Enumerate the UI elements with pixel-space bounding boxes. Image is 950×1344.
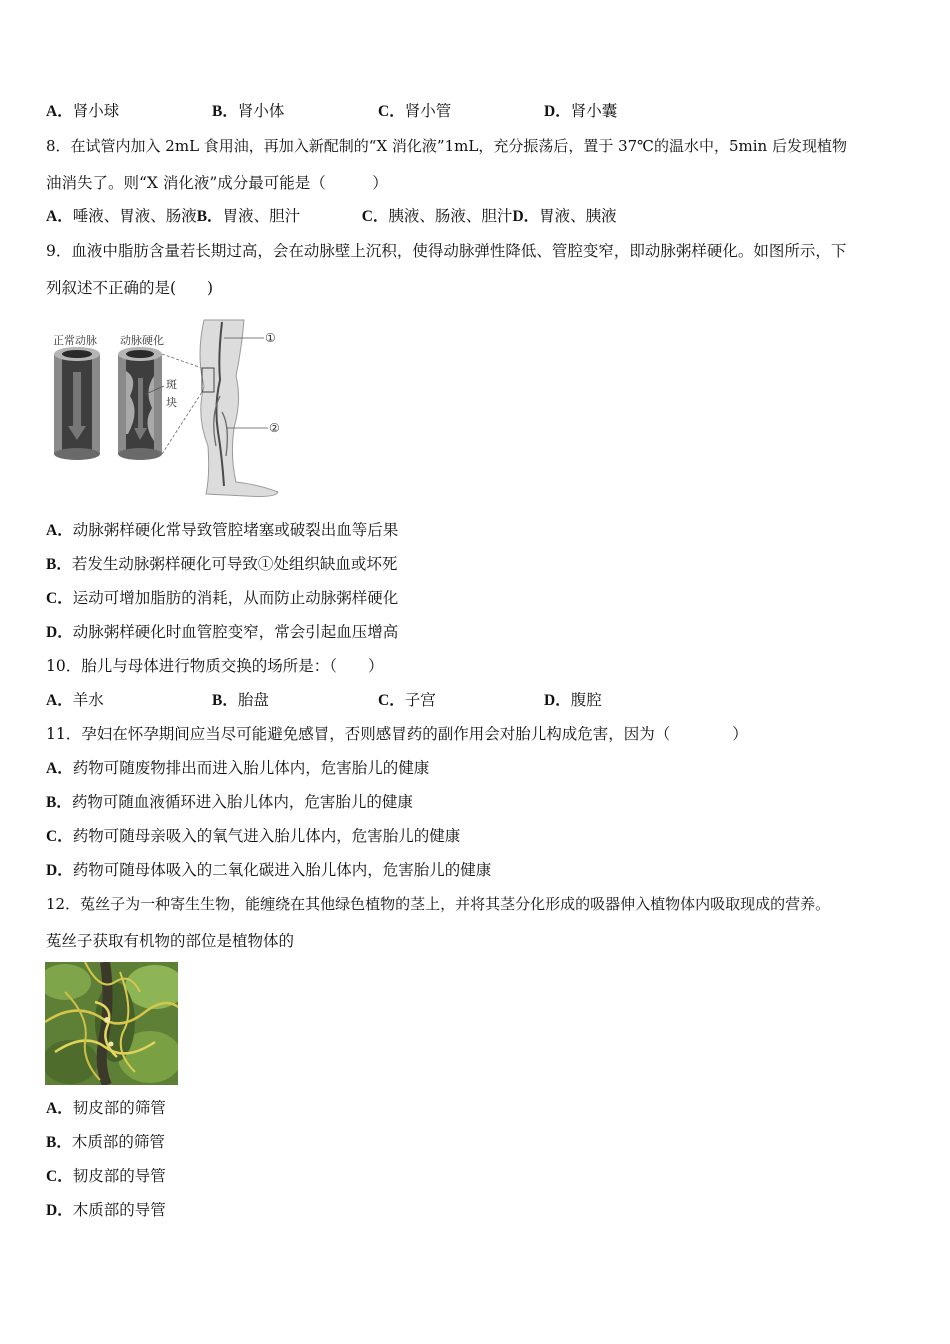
q8-option-b: B．胃液、胆汁 <box>196 207 301 225</box>
label-normal-artery: 正常动脉 <box>53 334 97 347</box>
q10-stem: 10．胎儿与母体进行物质交换的场所是：（ ） <box>46 657 384 675</box>
q9-option-c: C．运动可增加脂肪的消耗，从而防止动脉粥样硬化 <box>46 589 399 607</box>
q11-stem: 11．孕妇在怀孕期间应当尽可能避免感冒，否则感冒药的副作用会对胎儿构成危害，因为（ ） <box>46 725 748 743</box>
q8-options <box>46 206 617 227</box>
q9-stem-line2: 列叙述不正确的是( ) <box>46 279 214 297</box>
q11-option-c: C．药物可随母亲吸入的氧气进入胎儿体内，危害胎儿的健康 <box>46 827 461 845</box>
q7-option-a: A．肾小球 <box>46 102 120 120</box>
q10-option-c: C．子宫 <box>378 691 436 709</box>
q12-stem-line2: 菟丝子获取有机物的部位是植物体的 <box>46 932 295 950</box>
label-plaque-1: 斑 <box>166 378 177 391</box>
q11-option-b: B．药物可随血液循环进入胎儿体内，危害胎儿的健康 <box>46 793 413 811</box>
label-plaque-2: 块 <box>166 396 177 409</box>
q10-options <box>46 690 602 711</box>
hardened-artery <box>118 347 162 460</box>
q7-options <box>46 101 617 122</box>
q8-stem-line1: 8．在试管内加入 2mL 食用油，再加入新配制的“X 消化液”1mL，充分振荡后，置于 37℃的温水中，5min 后发现植物 <box>46 137 847 155</box>
dodder-photo <box>45 962 178 1085</box>
q10-option-d: D．腹腔 <box>544 691 602 709</box>
q8-option-a: A．唾液、胃液、肠液 <box>46 207 197 225</box>
q7-option-c: C．肾小管 <box>378 102 452 120</box>
q9-stem-line1: 9．血液中脂肪含量若长期过高，会在动脉壁上沉积，使得动脉弹性降低、管腔变窄，即动脉粥样硬化。如图所示，下 <box>46 242 847 260</box>
q10-option-b: B．胎盘 <box>212 691 269 709</box>
q11-option-a: A．药物可随废物排出而进入胎儿体内，危害胎儿的健康 <box>46 759 430 777</box>
q12-option-c: C．韧皮部的导管 <box>46 1167 166 1185</box>
q9-option-a: A．动脉粥样硬化常导致管腔堵塞或破裂出血等后果 <box>46 521 399 539</box>
marker-2: ② <box>269 421 280 435</box>
q7-option-d: D．肾小囊 <box>544 102 618 120</box>
label-hardened-artery: 动脉硬化 <box>120 334 164 347</box>
marker-1: ① <box>265 331 276 345</box>
q11-option-d: D．药物可随母体吸入的二氧化碳进入胎儿体内，危害胎儿的健康 <box>46 861 492 879</box>
normal-artery <box>54 347 100 460</box>
q9-option-b: B．若发生动脉粥样硬化可导致①处组织缺血或坏死 <box>46 555 398 573</box>
artery-figure <box>46 316 296 502</box>
q8-stem-line2: 油消失了。则“X 消化液”成分最可能是（ ） <box>46 174 388 192</box>
q10-option-a: A．羊水 <box>46 691 104 709</box>
q12-stem-line1: 12．菟丝子为一种寄生生物，能缠绕在其他绿色植物的茎上，并将其茎分化形成的吸器伸入植物体内吸取现成的营养。 <box>46 895 831 913</box>
q9-option-d: D．动脉粥样硬化时血管腔变窄，常会引起血压增高 <box>46 623 399 641</box>
q7-option-b: B．肾小体 <box>212 102 285 120</box>
q12-option-a: A．韧皮部的筛管 <box>46 1099 166 1117</box>
q8-option-c: C．胰液、肠液、胆汁 <box>361 207 513 225</box>
q12-option-d: D．木质部的导管 <box>46 1201 166 1219</box>
q12-option-b: B．木质部的筛管 <box>46 1133 165 1151</box>
q8-option-d: D．胃液、胰液 <box>512 207 617 225</box>
